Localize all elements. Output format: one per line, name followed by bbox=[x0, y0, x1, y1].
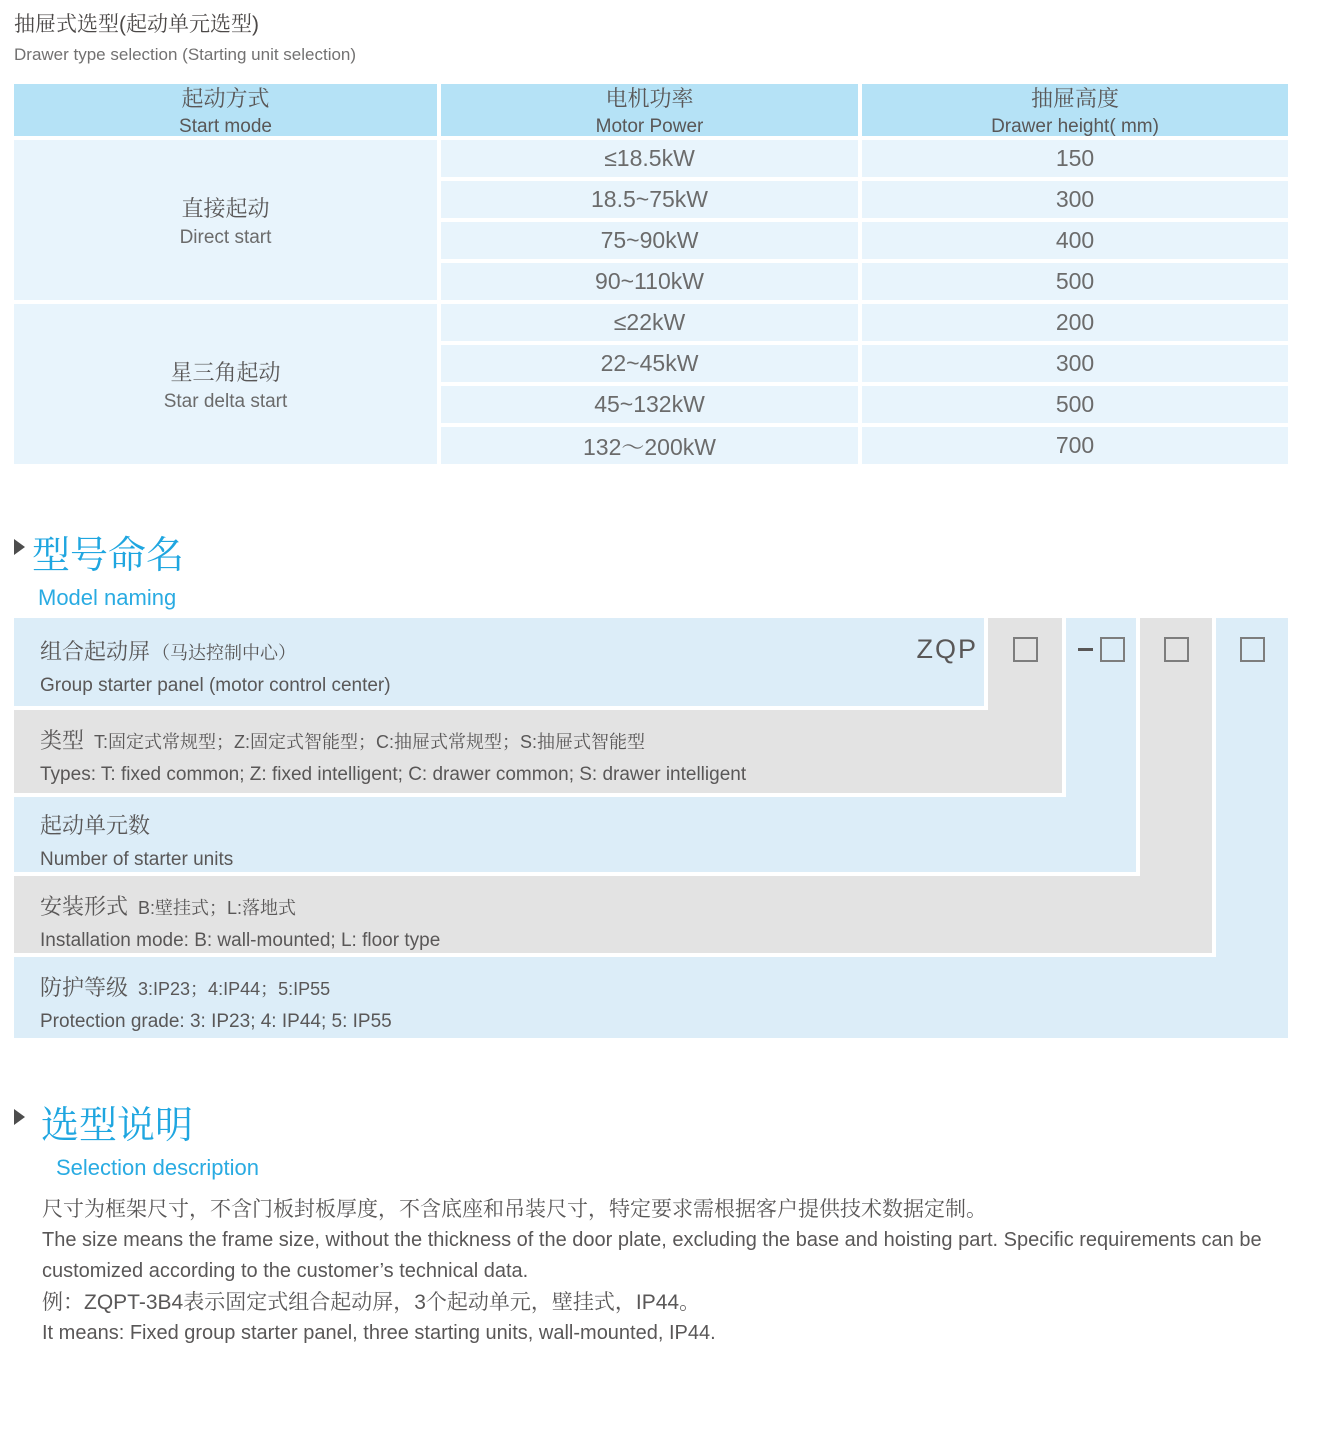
section-title-zh: 型号命名 bbox=[32, 535, 185, 577]
power-cell: 75~90kW bbox=[441, 222, 858, 259]
mode-en: Star delta start bbox=[163, 390, 288, 412]
doc-title-zh: 抽屉式选型(起动单元选型) bbox=[14, 13, 259, 36]
description-line-zh: 例：ZQPT-3B4表示固定式组合起动屏，3个起动单元，壁挂式，IP44。 bbox=[42, 1291, 701, 1314]
triangle-bullet-icon bbox=[14, 1109, 25, 1125]
section-title-zh: 选型说明 bbox=[41, 1105, 194, 1147]
band-label-en: Installation mode: B: wall-mounted; L: floor type bbox=[40, 930, 441, 951]
doc-header bbox=[14, 8, 356, 65]
band-label-zh: 安装形式 bbox=[40, 894, 129, 919]
band-detail-zh: T:固定式常规型；Z:固定式智能型；C:抽屉式常规型；S:抽屉式智能型 bbox=[94, 732, 646, 752]
model-slot-protection-column bbox=[1216, 618, 1288, 1038]
power-cell: 22~45kW bbox=[441, 345, 858, 382]
height-cell: 500 bbox=[862, 263, 1288, 300]
table-header-row bbox=[14, 84, 1288, 136]
group-rows bbox=[441, 140, 1288, 300]
placeholder-box-icon bbox=[1164, 637, 1189, 662]
placeholder-box-icon bbox=[1240, 637, 1265, 662]
table-row bbox=[441, 140, 1288, 177]
band-text bbox=[14, 618, 984, 697]
height-cell: 150 bbox=[862, 140, 1288, 177]
band-label-en: Protection grade: 3: IP23; 4: IP44; 5: IP55 bbox=[40, 1011, 392, 1032]
table-row bbox=[441, 386, 1288, 423]
dash-separator-icon bbox=[1078, 648, 1093, 651]
mode-zh: 星三角起动 bbox=[170, 359, 281, 385]
band-detail-zh: B:壁挂式；L:落地式 bbox=[138, 898, 297, 918]
model-naming-section-head bbox=[14, 524, 184, 611]
band-label-en: Types: T: fixed common; Z: fixed intelligent; C: drawer common; S: drawer intelligent bbox=[40, 764, 747, 785]
band-text bbox=[14, 797, 1136, 871]
height-cell: 300 bbox=[862, 345, 1288, 382]
table-row bbox=[441, 181, 1288, 218]
height-cell: 300 bbox=[862, 181, 1288, 218]
table-row bbox=[441, 345, 1288, 382]
section-title-en: Model naming bbox=[38, 585, 177, 610]
header-drawer-height-en: Drawer height( mm) bbox=[991, 116, 1159, 137]
band-detail-zh: （马达控制中心） bbox=[152, 643, 297, 663]
band-label-en: Number of starter units bbox=[40, 849, 234, 870]
slot bbox=[1078, 637, 1125, 662]
power-cell: 45~132kW bbox=[441, 386, 858, 423]
height-cell: 200 bbox=[862, 304, 1288, 341]
header-motor-power-zh: 电机功率 bbox=[605, 86, 694, 111]
model-code: ZQP bbox=[916, 634, 978, 664]
placeholder-box-icon bbox=[1013, 637, 1038, 662]
header-drawer-height bbox=[862, 84, 1288, 136]
band-label-zh: 组合起动屏 bbox=[40, 639, 151, 664]
drawer-selection-table bbox=[14, 84, 1288, 468]
table-row bbox=[441, 427, 1288, 464]
power-cell: ≤22kW bbox=[441, 304, 858, 341]
slot bbox=[1240, 637, 1265, 662]
band-type bbox=[14, 710, 1062, 793]
mode-en: Direct start bbox=[179, 226, 272, 248]
band-detail-zh: 3:IP23；4:IP44；5:IP55 bbox=[138, 979, 331, 999]
selection-description-body bbox=[42, 1194, 1292, 1349]
mode-cell-star-delta bbox=[14, 304, 437, 464]
mode-cell-direct-start bbox=[14, 140, 437, 300]
model-slot-type-column bbox=[988, 618, 1062, 793]
height-cell: 400 bbox=[862, 222, 1288, 259]
table-group-star-delta bbox=[14, 304, 1288, 464]
model-slot-installation-column bbox=[1140, 618, 1212, 953]
band-starter-units bbox=[14, 797, 1136, 872]
section-title-block bbox=[32, 524, 184, 611]
power-cell: 90~110kW bbox=[441, 263, 858, 300]
header-motor-power-en: Motor Power bbox=[595, 116, 704, 137]
slot bbox=[1164, 637, 1189, 662]
band-text bbox=[14, 957, 1288, 1033]
triangle-bullet-icon bbox=[14, 539, 25, 555]
doc-title-en: Drawer type selection (Starting unit selection) bbox=[14, 45, 357, 64]
band-label-zh: 类型 bbox=[40, 728, 85, 753]
header-motor-power bbox=[441, 84, 858, 136]
description-line-en: The size means the frame size, without the thickness of the door plate, excluding the base and hoisting part. Specific requirements can be customized according to the customer’s technical data. bbox=[42, 1229, 1262, 1282]
height-cell: 500 bbox=[862, 386, 1288, 423]
model-slot-units-column bbox=[1066, 618, 1136, 872]
group-rows bbox=[441, 304, 1288, 464]
selection-description-section-head bbox=[14, 1094, 259, 1181]
header-drawer-height-zh: 抽屉高度 bbox=[1030, 86, 1119, 111]
description-line-en: It means: Fixed group starter panel, three starting units, wall-mounted, IP44. bbox=[42, 1322, 716, 1344]
band-text bbox=[14, 710, 1062, 786]
band-installation-mode bbox=[14, 876, 1212, 953]
band-label-zh: 起动单元数 bbox=[40, 813, 151, 838]
table-row bbox=[441, 304, 1288, 341]
power-cell: 18.5~75kW bbox=[441, 181, 858, 218]
table-row bbox=[441, 222, 1288, 259]
band-protection-grade bbox=[14, 957, 1288, 1038]
height-cell: 700 bbox=[862, 427, 1288, 464]
header-start-mode-en: Start mode bbox=[179, 116, 272, 137]
power-cell: ≤18.5kW bbox=[441, 140, 858, 177]
placeholder-box-icon bbox=[1100, 637, 1125, 662]
section-title-block bbox=[41, 1094, 259, 1181]
model-naming-diagram bbox=[14, 618, 1288, 1038]
slot bbox=[1013, 637, 1038, 662]
table-group-direct-start bbox=[14, 140, 1288, 300]
band-text bbox=[14, 876, 1212, 952]
band-label-zh: 防护等级 bbox=[40, 975, 129, 1000]
description-line-zh: 尺寸为框架尺寸，不含门板封板厚度，不含底座和吊装尺寸，特定要求需根据客户提供技术数据定制。 bbox=[42, 1198, 987, 1221]
band-group-starter-panel bbox=[14, 618, 984, 706]
table-row bbox=[441, 263, 1288, 300]
band-label-en: Group starter panel (motor control center) bbox=[40, 675, 391, 696]
power-cell: 132～200kW bbox=[441, 427, 858, 464]
section-title-en: Selection description bbox=[56, 1155, 260, 1180]
header-start-mode-zh: 起动方式 bbox=[181, 86, 270, 111]
mode-zh: 直接起动 bbox=[181, 195, 270, 221]
header-start-mode bbox=[14, 84, 437, 136]
